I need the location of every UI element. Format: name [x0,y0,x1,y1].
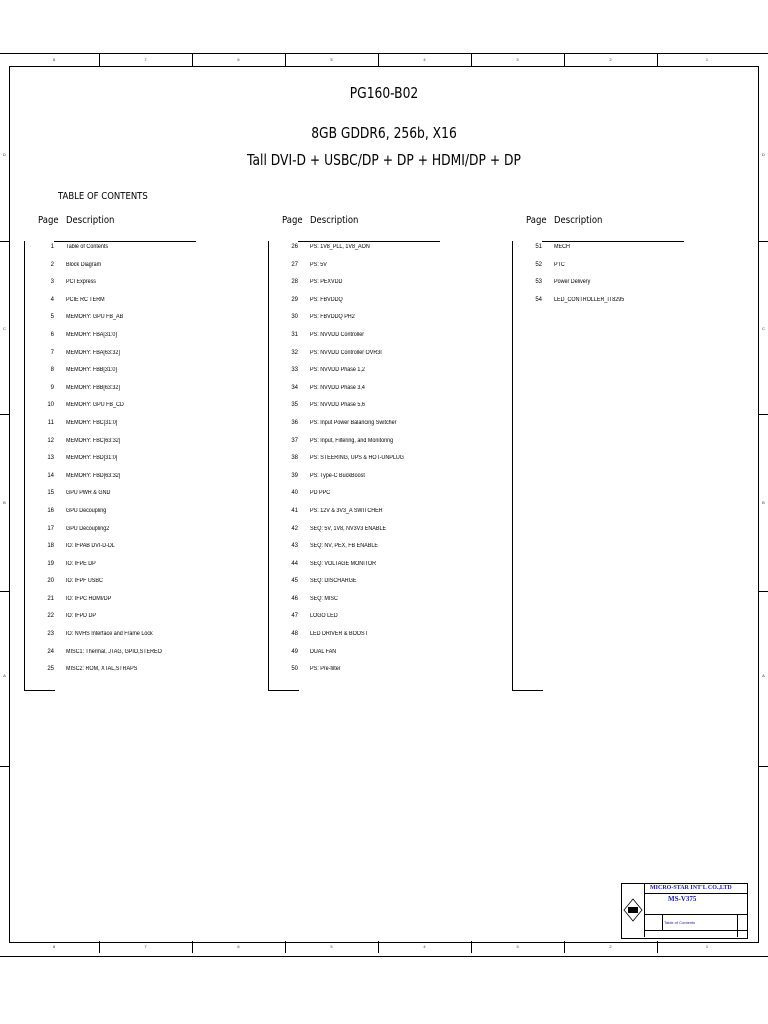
toc-row [268,348,488,366]
toc-page-number: 23 [47,631,54,638]
toc-row [24,611,244,629]
toc-description: SEQ: DISCHARGE [310,578,357,585]
toc-description: PS: Input, Filtering, and Monitoring [310,437,394,444]
toc-row [268,312,488,330]
toc-description: MEMORY: FBA[63:32] [66,349,120,356]
zone-label: 7 [144,57,147,62]
toc-description: PCIE RC TERM [66,296,105,303]
toc-page-number: 35 [291,402,298,409]
toc-description: GPU Decoupling2 [66,525,110,532]
title-block-divider [644,893,747,894]
toc-row [268,453,488,471]
toc-row [512,242,732,260]
toc-row [268,295,488,313]
toc-column-3 [512,213,712,303]
toc-row [268,664,488,682]
toc-row [268,629,488,647]
zone-row-label: D [3,152,6,157]
zone-label: 1 [705,57,709,62]
toc-page-number: 15 [47,490,54,497]
zone-row-label: A [3,673,6,678]
toc-page-number: 7 [50,349,54,356]
toc-row [512,277,732,295]
toc-description: MEMORY: GPU FB_CD [66,402,124,409]
toc-page-number: 31 [291,331,298,338]
toc-description: MEMORY: FBC[31:0] [66,419,118,426]
toc-page-number: 18 [47,543,54,550]
toc-page-number: 38 [291,455,298,462]
toc-page-number: 6 [50,331,54,338]
toc-row [268,330,488,348]
toc-page-number: 25 [47,666,54,673]
toc-row [24,576,244,594]
output-config: Tall DVI-D + USBC/DP + DP + HDMI/DP + DP [247,151,521,169]
toc-page-number: 19 [47,560,54,567]
toc-description: PCI Express [66,279,97,286]
toc-row [24,594,244,612]
toc-row [24,541,244,559]
toc-page-number: 9 [50,384,54,391]
zone-label: 8 [52,944,56,949]
toc-description: LED_CONTROLLER_IT8295 [554,296,625,303]
toc-row [24,524,244,542]
toc-row [268,559,488,577]
toc-description: PS: FBVDDQ PH2 [310,314,355,321]
toc-row [24,418,244,436]
toc-page-number: 24 [47,648,54,655]
toc-page-number: 29 [291,296,298,303]
toc-row [268,436,488,454]
toc-description: PS: 1V8_PLL, 1V8_AON [310,244,370,250]
toc-row [268,383,488,401]
toc-page-number: 49 [291,648,298,655]
title-block-divider [662,914,663,930]
toc-row [24,277,244,295]
toc-description: PS: STEERING, UPS & HOT-UNPLUG [310,455,404,462]
zone-tick [759,766,768,767]
page-column-label: Page [526,215,547,226]
zone-label: 5 [330,57,333,62]
zone-label: 5 [330,944,333,949]
toc-page-number: 30 [291,314,298,321]
toc-page-number: 53 [535,279,542,286]
toc-row [268,647,488,665]
toc-row [24,312,244,330]
toc-description: PS: Pre-filter [310,666,341,673]
toc-page-number: 33 [291,367,298,374]
zone-ruler-bottom [9,941,759,953]
toc-page-number: 39 [291,472,298,479]
zone-label: 6 [237,57,240,62]
toc-page-number: 45 [291,578,298,585]
page-column-label: Page [38,215,59,226]
toc-heading: TABLE OF CONTENTS [58,191,148,202]
toc-page-number: 14 [47,472,54,479]
toc-description: SEQ: NV, PEX, FB ENABLE [310,543,378,550]
toc-description: PS: NVVDD Phase 3,4 [310,384,365,391]
toc-row [24,471,244,489]
toc-description: MEMORY: FBC[63:32] [66,437,121,444]
model-number: MS-V375 [668,895,697,903]
zone-label: 2 [609,57,612,62]
toc-description: SEQ: MISC [310,595,338,602]
toc-description: IO: IFPF USBC [66,578,103,585]
toc-description: PS: Input Power Balancing Switcher [310,419,397,426]
toc-description: MISC1: Thermal, JTAG, GPIO,STEREO [66,648,162,655]
toc-page-number: 17 [47,525,54,532]
zone-label: 4 [423,57,426,62]
toc-page-number: 41 [291,507,298,514]
toc-description: MEMORY: GPU FB_AB [66,314,124,321]
toc-rows [24,242,244,682]
toc-description: IO: IFPE DP [66,560,96,567]
toc-description: MECH [554,244,570,250]
toc-row [24,453,244,471]
toc-row [512,260,732,278]
toc-row [24,295,244,313]
toc-page-number: 21 [47,595,54,602]
toc-row [268,524,488,542]
description-column-label: Description [66,215,115,226]
document-title: Table of Contents [664,920,696,925]
toc-page-number: 11 [47,419,54,426]
toc-row [24,242,244,260]
toc-row [268,400,488,418]
title-block-divider [644,914,747,915]
toc-page-number: 27 [291,261,298,268]
toc-page-number: 34 [291,384,298,391]
toc-page-number: 48 [291,631,298,638]
toc-description: PS: FBVDDQ [310,296,343,303]
toc-description: IO: IFPAB DVI-D-DL [66,543,115,550]
toc-description: PS: PEXVDD [310,279,343,286]
toc-column-header [24,213,224,231]
toc-row [24,559,244,577]
toc-page-number: 51 [535,244,542,250]
toc-description: MISC2: ROM, XTAL,STRAPS [66,666,138,673]
zone-label: 1 [705,944,709,949]
toc-row [24,488,244,506]
toc-description: LED DRIVER & BOOST [310,631,368,638]
toc-row [24,365,244,383]
toc-description: MEMORY: FBB[31:0] [66,367,117,374]
toc-description: IO: NVHS Interface and Frame Lock [66,631,153,638]
toc-description: GPU Decoupling [66,507,107,514]
description-column-label: Description [554,215,603,226]
toc-page-number: 22 [47,613,54,620]
toc-page-number: 47 [291,613,298,620]
toc-description: Block Diagram [66,261,102,268]
toc-page-number: 36 [291,419,298,426]
zone-row-label: C [762,326,765,331]
zone-tick [0,766,9,767]
toc-row [268,576,488,594]
toc-rows [512,242,732,312]
toc-description: PS: 12V & 3V3_A SWITCHER [310,507,383,514]
toc-rows [268,242,488,682]
zone-row-label: C [3,326,6,331]
toc-row [24,629,244,647]
toc-column-header [512,213,712,231]
toc-row [268,541,488,559]
toc-description: PS: NVVDD Controller OVR3I [310,349,382,356]
toc-page-number: 1 [50,244,54,250]
toc-page-number: 50 [291,666,298,673]
zone-tick [0,414,9,415]
zone-tick [759,241,768,242]
toc-page-number: 4 [50,296,54,303]
toc-description: PS: NVVDD Phase 1,2 [310,367,365,374]
toc-row [268,611,488,629]
toc-description: MEMORY: FBD[63:32] [66,472,121,479]
zone-row-label: B [3,500,6,505]
toc-row [268,277,488,295]
toc-row [268,365,488,383]
toc-description: MEMORY: FBD[31:0] [66,455,118,462]
zone-row-label: B [762,500,765,505]
toc-description: PTC [554,261,565,268]
toc-column-2 [268,213,468,673]
toc-row [268,594,488,612]
toc-row [24,400,244,418]
zone-label: 8 [52,57,56,62]
toc-page-number: 32 [291,349,298,356]
toc-row [24,383,244,401]
title-block-divider [644,930,747,931]
title-block [621,883,748,939]
toc-row [24,348,244,366]
zone-label: 3 [516,57,519,62]
zone-label: 4 [423,944,426,949]
zone-tick [759,414,768,415]
toc-description: IO: IFPD DP [66,613,97,620]
memory-config: 8GB GDDR6, 256b, X16 [311,124,457,142]
toc-description: PS: NVVDD Phase 5,6 [310,402,365,409]
toc-page-number: 8 [50,367,54,374]
description-column-label: Description [310,215,359,226]
toc-page-number: 28 [291,279,298,286]
zone-label: 3 [516,944,519,949]
toc-row [24,330,244,348]
toc-page-number: 5 [50,314,54,321]
toc-column-header [268,213,468,231]
toc-page-number: 46 [291,595,298,602]
zone-label: 6 [237,944,240,949]
toc-column-1 [24,213,224,673]
toc-description: IO: IFPC HDMI/DP [66,595,112,602]
toc-row [268,488,488,506]
toc-page-number: 26 [291,244,298,250]
toc-page-number: 3 [50,279,54,286]
toc-page-number: 13 [47,455,54,462]
toc-page-number: 12 [47,437,54,444]
toc-description: DUAL FAN [310,648,337,655]
toc-row [512,295,732,313]
toc-page-number: 54 [535,296,542,303]
zone-tick [0,241,9,242]
toc-row [24,436,244,454]
zone-label: 7 [144,944,147,949]
toc-row [24,506,244,524]
toc-row [268,260,488,278]
toc-description: SEQ: 5V, 1V8, NV3V3 ENABLE [310,525,387,532]
zone-row-label: A [762,673,765,678]
toc-description: PS: Type-C BuckBoost [310,472,365,479]
zone-tick [0,591,9,592]
toc-row [268,506,488,524]
toc-page-number: 44 [291,560,298,567]
toc-page-number: 16 [47,507,54,514]
toc-description: SEQ: VOLTAGE MONITOR [310,560,377,567]
msi-logo [622,884,645,937]
toc-page-number: 52 [535,261,542,268]
zone-label: 2 [609,944,612,949]
zone-ruler-top [9,54,759,66]
toc-row [268,471,488,489]
toc-description: Table of Contents [66,244,109,250]
toc-row [24,260,244,278]
toc-page-number: 40 [291,490,298,497]
board-name: PG160-B02 [349,84,419,102]
zone-row-label: D [762,152,765,157]
toc-row [268,418,488,436]
toc-page-number: 10 [47,402,54,409]
zone-tick [759,591,768,592]
toc-row [24,664,244,682]
toc-page-number: 37 [291,437,298,444]
toc-row [268,242,488,260]
toc-description: PS: 5V [310,261,327,268]
toc-page-number: 20 [47,578,54,585]
page-column-label: Page [282,215,303,226]
toc-page-number: 43 [291,543,298,550]
toc-row [24,647,244,665]
toc-description: MEMORY: FBA[31:0] [66,331,117,338]
toc-page-number: 2 [50,261,54,268]
toc-description: GPU PWR & GND [66,490,111,497]
toc-description: LOGO LED [310,613,338,620]
toc-description: Power Delivery [554,279,591,286]
company-name: MICRO-STAR INT'L CO.,LTD [650,885,732,891]
title-block-divider [737,914,738,937]
toc-page-number: 42 [291,525,298,532]
toc-description: MEMORY: FBB[63:32] [66,384,120,391]
toc-description: PD PPC [310,490,331,497]
toc-description: PS: NVVDD Controller [310,331,365,338]
